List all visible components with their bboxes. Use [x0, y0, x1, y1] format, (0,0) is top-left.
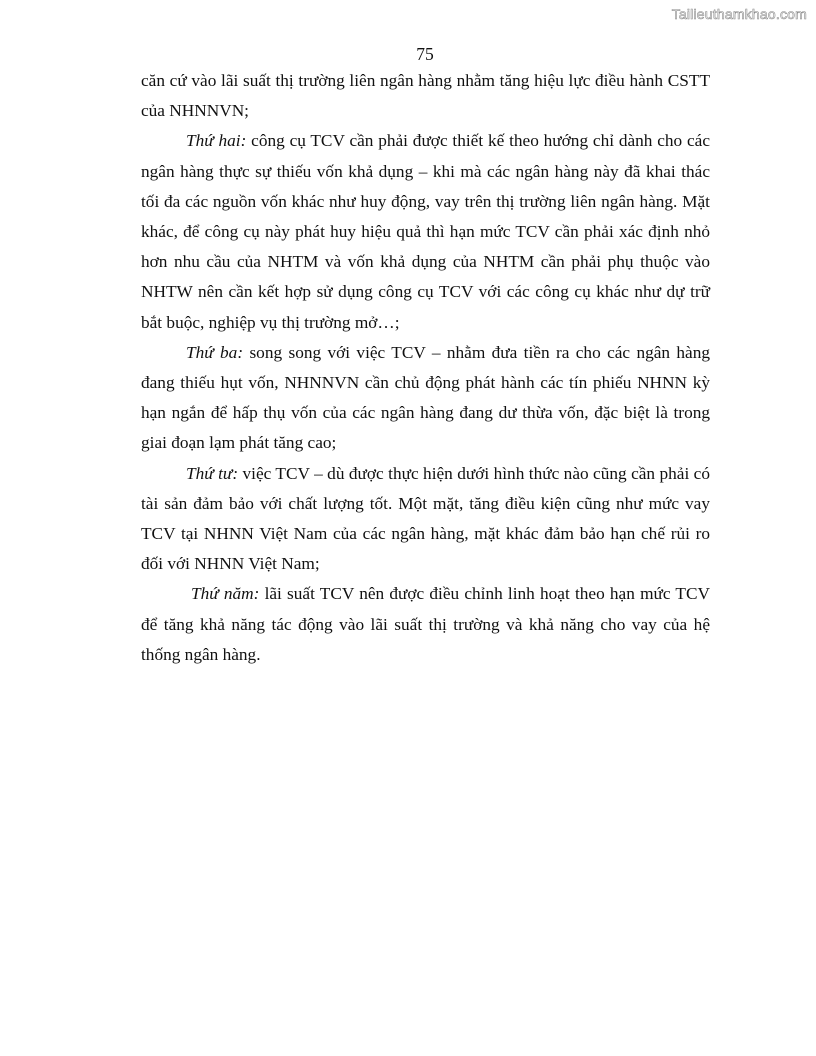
paragraph-text: công cụ TCV cần phải được thiết kế theo hướng chỉ dành cho các ngân hàng thực sự thiếu vốn khả dụng – khi mà các ngân hàng này đã khai thác tối đa các nguồn vốn khác như huy động, vay trên thị trường liên ngân hàng. Mặt khác, để công cụ này phát huy hiệu quả thì hạn mức TCV cần phải xác định nhỏ hơn nhu cầu của NHTM và vốn khả dụng của NHTM cần phải phụ thuộc vào NHTW nên cần kết hợp sử dụng công cụ TCV với các công cụ khác như dự trữ bắt buộc, nghiệp vụ thị trường mở…; — [141, 131, 711, 332]
paragraph-thu-tu — [141, 459, 710, 580]
paragraph-lead: Thứ hai: — [186, 131, 247, 151]
watermark-logo: Tailieuthamkhao.com — [671, 6, 807, 22]
paragraph-thu-hai — [141, 126, 710, 337]
paragraph-thu-nam — [141, 579, 710, 670]
paragraph-continuation — [141, 66, 710, 126]
page-number: 75 — [416, 44, 434, 64]
document-body — [141, 66, 710, 670]
paragraph-text: lãi suất TCV nên được điều chỉnh linh hoạt theo hạn mức TCV để tăng khả năng tác động vào lãi suất thị trường và khả năng cho vay của hệ thống ngân hàng. — [141, 584, 710, 664]
paragraph-text: việc TCV – dù được thực hiện dưới hình thức nào cũng cần phải có tài sản đảm bảo với chất lượng tốt. Một mặt, tăng điều kiện cũng như mức vay TCV tại NHNN Việt Nam của các ngân hàng, mặt khác đảm bảo hạn chế rủi ro đối với NHNN Việt Nam; — [141, 463, 710, 574]
paragraph-thu-ba — [141, 338, 710, 459]
paragraph-lead: Thứ tư: — [186, 463, 239, 483]
paragraph-lead: Thứ năm: — [191, 584, 260, 604]
paragraph-lead: Thứ ba: — [186, 342, 244, 362]
paragraph-text: song song với việc TCV – nhằm đưa tiền ra cho các ngân hàng đang thiếu hụt vốn, NHNNVN cần chủ động phát hành các tín phiếu NHNN kỳ hạn ngắn để hấp thụ vốn của các ngân hàng đang dư thừa vốn, đặc biệt là trong giai đoạn lạm phát tăng cao; — [141, 342, 710, 453]
paragraph-text: căn cứ vào lãi suất thị trường liên ngân hàng nhằm tăng hiệu lực điều hành CSTT của NHNNVN; — [141, 71, 710, 121]
